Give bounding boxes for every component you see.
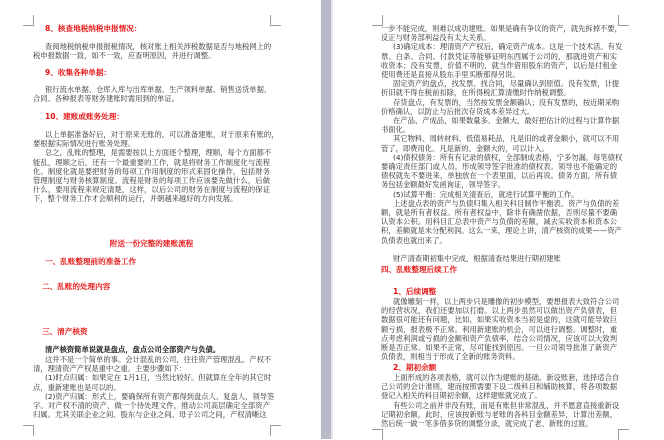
paragraph-line: 以上单据准备好后，对于原来无账的，可以准备建账，对于原来有账的， (45, 130, 279, 139)
paragraph-line: 负债表也就出来了。 (381, 235, 447, 245)
paragraph-line: 这并不是一个简单的事。会计混乱的公司，往往资产管理混乱、产权不 (45, 355, 272, 364)
paragraph-line: 票、白条、合同、付款凭证等能够证明东西属于公司的，那就进资产和实 (381, 51, 617, 61)
paragraph-line: 折旧就不得在税前扣除，在所得税汇算清缴时作纳税调整。 (381, 88, 571, 98)
section-heading: 二、乱账的处理内容 (42, 282, 111, 291)
paragraph-line: 化。制度化就是要把财务的每项工作用制度的形式来固化操作，包括财务 (33, 166, 270, 176)
section-heading: 10、建账或账务处理： (45, 112, 124, 121)
margin-corner-mark (270, 15, 281, 26)
paragraph-line: (3)确定成本：理清资产产权后，确定资产成本。这是一个技术活。有发 (393, 42, 623, 52)
paragraph-line: 管理制度与财务核算制度。流程是财务的每项工作应该要先做什么，后做 (33, 176, 270, 185)
paragraph-line: 记期初余额，此时，应该按新账与老账的各科目金额差异，计算出差额， (381, 409, 617, 419)
margin-corner-mark (23, 425, 34, 436)
section-heading: 三、清产核资 (42, 327, 88, 336)
paragraph-line: 使用费还是直接从股东手里买断那得另说。 (381, 70, 520, 79)
paragraph-line: 有些公司之前并非没有账，而是有账但非常混乱，并不愿意直接重新设 (393, 400, 620, 410)
paragraph-line: 总之，乱账的整理，是需要按以上方面逐个整理，理顺，每个方面都不 (45, 148, 272, 158)
paragraph-line: 收资本；没有发票，价值不明的，就当作借用股东的资产，以后是付租金 (381, 60, 617, 70)
paragraph-line: 其它物料、周转材料、低值易耗品，凡是旧的或者金额小，就可以不用 (393, 134, 620, 144)
paragraph-line: 数据很可能还有问题，比如，如果实收资本当初是虚的，这就可能导致巨 (381, 315, 617, 325)
paragraph-line: 务包括金额最好发函询证，领导签字。 (381, 180, 506, 190)
margin-corner-mark (618, 15, 629, 26)
paragraph-line: 点，重新建账也是可以的。 (33, 382, 121, 392)
paragraph-line: 己公司的会计准则，建而按照需要下设二级科目和辅助核算，将各项数据 (381, 382, 617, 392)
paragraph-line: 合同、各种报表等财务建账时需用到的单证。 (33, 94, 179, 104)
paragraph-line: (4)债权债务：所有有记录的债权，全部制成表格，宁多勿漏，每笔债权 (393, 152, 623, 162)
paragraph-line: 反正与财务部利益没有太大关系。 (381, 33, 491, 43)
page-separator (321, 0, 331, 439)
paragraph-line: 然后统一做一笔多借多贷的调整分录，就完成了老、新账的过渡。 (381, 419, 593, 428)
paragraph-line: 要确定责任部门或人员，形成领导签字批准的债权表。领导也不能确定的 (381, 162, 617, 171)
section-heading: 一、乱账整理前的准备工作 (45, 257, 137, 266)
paragraph-line: 财产清查期初集中完成，根据清查结果进行期初建账 (393, 254, 561, 263)
paragraph-line: 书面化。 (381, 125, 411, 135)
margin-corner-mark (372, 15, 383, 26)
paragraph-line: 就像雕刻一样，以上两步只是雕像的初步模型，要想报表大致符合公司 (393, 297, 620, 306)
margin-corner-mark (270, 425, 281, 436)
paragraph-line: 负债表，则相当于形成了全新的账务资料。 (381, 352, 520, 362)
paragraph-line: 额，就是所有者权益。所有者权益中，除非有确凿依据，否则尽量不要确 (381, 208, 617, 217)
paragraph-line: 上面形成的各项表格，就可以作为建账的基础。新设账套，选择适合自 (393, 373, 620, 382)
margin-corner-mark (618, 429, 629, 440)
paragraph-line: 能乱，理顺之后，还有一个最重要的工作，就是将财务工作制度化与流程 (33, 157, 270, 167)
section-heading: 2、期初余额 (393, 363, 437, 372)
margin-corner-mark (23, 15, 34, 26)
paragraph-line: (2)资产归属：形式上，要确保所有资产都得到盘点人、复盘人、领导签 (45, 391, 275, 401)
bold-lead-sentence: 清产核资简单说就是盘点，盘点公司全部资产与负债。 (45, 345, 221, 354)
section-heading: 8、核查地税纳税申报情况： (45, 24, 142, 33)
paragraph-line: 什么，要用流程来规定清楚，这样，以后公司的财务在制度与流程的保证 (33, 185, 270, 195)
section-heading: 四、乱账整理后续工作 (381, 265, 457, 274)
paragraph-line: 归属。尤其关联企业之间、股东与企业之间、母子公司之间，产权清晰这 (33, 410, 267, 420)
paragraph-line: 债权就先不要进来，单独放在一个表里面，以后再说。债务方面，所有债 (381, 171, 617, 181)
paragraph-line: 存货盘点，有发票的，当然按发票金额确认；没有发票的，按近期采购 (393, 97, 620, 107)
paragraph-line: 认资本公积。用科目汇总表中资产与负债的差额，减去实收资本和资本公 (381, 217, 617, 227)
paragraph-line: 价格确认，以防止与后批次存货成本差异过大。 (381, 106, 535, 116)
document-page-right (333, 0, 664, 439)
paragraph-line: 管了，即费用化。凡是新的、金额大的，可以计入。 (381, 143, 549, 153)
paragraph-line: (1)时点归属：如果定在 1月1日，当然比较好。但就算在全年的其它时 (45, 373, 272, 383)
section-heading: 9、收集各种单据： (45, 68, 112, 77)
paragraph-line: 查阅地税纳税申报报税情况，核对账上相关涉税数据是否与地税网上的 (45, 42, 272, 51)
paragraph-line: 断是否正常。如果不正常，尽可能找到原因。一旦公司领导批准了新资产 (381, 343, 617, 352)
paragraph-line: 积，差额就是未分配利润。这么一来，理论上讲，清产核资的成果——资产 (381, 226, 622, 236)
paragraph-line: 字。对产权不清的资产，做一个待处理文件，推动公司高层确定全部资产 (33, 401, 270, 410)
paragraph-line: 一步不能完成，则难以成功建账。如果是确有争议的资产，就先拆掉不要， (381, 24, 622, 33)
paragraph-line: 固定资产的盘点，找发票、找合同，尽量确认到原值。没有发票，计提 (393, 79, 620, 89)
section-title: 附送一份完整的建账流程 (109, 239, 194, 248)
paragraph-line: (5)试算平衡：完成相关清查后，就进行试算平衡的工作。 (393, 189, 579, 199)
paragraph-line: 要根据实际情况进行账务处理。 (33, 139, 136, 149)
paragraph-line: 清，理清资产产权是重中之重。主要步骤如下： (33, 364, 187, 374)
paragraph-line: 的经营状况，我们还要加以打磨。以上两步虽然可以做出资产负债表，但 (381, 306, 617, 316)
paragraph-line: 税申报数据一致，如不一致，应查明原因，并进行调整。 (33, 51, 216, 61)
paragraph-line: 上述盘点表的资产与负债归集入相关科目制作平衡表。资产与负债的差 (393, 198, 620, 208)
paragraph-line: 在产品、产成品，如果数量多、金额大，最好把估计的过程与计算作据 (393, 116, 620, 125)
document-page-left (0, 0, 321, 439)
paragraph-line: 银行流水单据、仓库入库与出库单据、生产领料单据、销售送货单据、 (45, 85, 272, 94)
paragraph-line: 登记入相关的科目期初余额，这样建账就完成了。 (381, 391, 542, 401)
paragraph-line: 点考虑利润或亏损的金额和资产负债率，结合公司情况，应该可以大致判 (381, 333, 617, 343)
margin-corner-mark (372, 429, 383, 440)
paragraph-line: 下，整个财务工作才会顺利的运行，并朝越来越好的方向发展。 (33, 194, 238, 204)
paragraph-line: 额亏损，报表极不正常。利用新建账的机会，可以进行调整。调整时，重 (381, 324, 617, 334)
section-heading: 1、后续调整 (393, 287, 437, 296)
